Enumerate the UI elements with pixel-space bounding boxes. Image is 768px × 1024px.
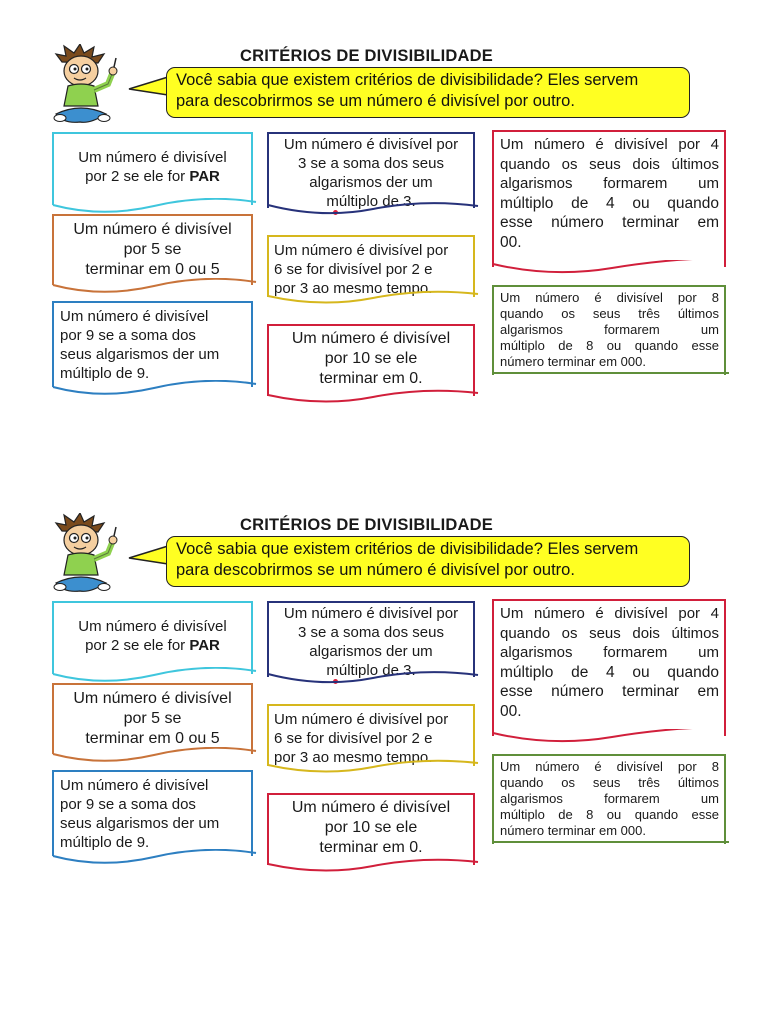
rule-card-2 (52, 132, 253, 205)
rule-line: por 3 ao mesmo tempo. (274, 280, 433, 297)
rule-line: múltiplo de 9. (60, 365, 150, 382)
rule-line: 00. (500, 702, 522, 720)
rule-card-5 (52, 214, 253, 285)
rule-line: Um número é divisível (73, 221, 232, 238)
intro-line: Você sabia que existem critérios de divisibilidade? Eles servem (176, 71, 639, 89)
worksheet (0, 469, 768, 939)
rule-card-6 (267, 235, 475, 297)
rule-line: terminar em 0 ou 5 (85, 261, 220, 278)
rule-line: algarismos formarem um (500, 322, 719, 337)
boy-thinking-icon (50, 44, 124, 128)
intro-line: para descobrirmos se um número é divisível por outro. (176, 561, 575, 579)
rule-line: Um número é divisível (291, 330, 451, 347)
rule-line: por 5 se (123, 710, 182, 727)
rule-card-4 (492, 599, 726, 736)
rule-line: Um número é divisível por 4 (500, 605, 719, 622)
par-bold-word: PAR (189, 168, 220, 185)
rule-line: seus algarismos der um (60, 815, 220, 832)
speech-bubble (166, 536, 690, 587)
rule-line: número terminar em 000. (500, 354, 646, 369)
rule-line: 00. (500, 233, 522, 251)
intro-line: Você sabia que existem critérios de divisibilidade? Eles servem (176, 540, 639, 558)
rule-line: 3 se a soma dos seus (298, 624, 444, 641)
rule-line: 3 se a soma dos seus (298, 155, 444, 172)
rule-line: número terminar em 000. (500, 823, 646, 838)
rule-line: Um número é divisível (60, 777, 209, 794)
speech-bubble (166, 67, 690, 118)
rule-line: quando os seus dois últimos (500, 624, 719, 642)
rule-line: Um número é divisível por (274, 242, 449, 259)
boy-thinking-icon (50, 513, 124, 597)
rule-card-9 (52, 770, 253, 856)
rule-line: algarismos formarem um (500, 791, 719, 806)
speech-bubble-tail (128, 76, 170, 96)
rule-line: por 3 ao mesmo tempo. (274, 749, 433, 766)
rule-card-5 (52, 683, 253, 754)
speech-bubble-tail (128, 545, 170, 565)
rule-line: Um número é divisível por (283, 136, 459, 153)
rule-card-10 (267, 793, 475, 865)
rule-line: terminar em 0. (319, 370, 423, 387)
rule-line: múltiplo de 4 ou quando (500, 194, 719, 212)
rule-line: por 9 se a soma dos (60, 796, 196, 813)
rule-line: por 10 se ele (324, 350, 418, 367)
rule-card-4 (492, 130, 726, 267)
rule-line: 6 se for divisível por 2 e (274, 730, 433, 747)
rule-line: Um número é divisível (73, 690, 232, 707)
rule-line: algarismos der um (309, 643, 433, 660)
rule-line: por 2 se ele for PAR (85, 637, 220, 654)
rule-line: Um número é divisível por (283, 605, 459, 622)
rule-line: Um número é divisível (60, 308, 209, 325)
rule-line: Um número é divisível por (274, 711, 449, 728)
rule-line: esse número terminar em (500, 214, 719, 231)
rule-line: por 5 se (123, 241, 182, 258)
rule-card-2 (52, 601, 253, 674)
rule-line: múltiplo de 3. (326, 662, 416, 679)
worksheet-title: CRITÉRIOS DE DIVISIBILIDADE (240, 47, 493, 65)
intro-line: para descobrirmos se um número é divisível por outro. (176, 92, 575, 110)
rule-line: por 9 se a soma dos (60, 327, 196, 344)
rule-line: múltiplo de 4 ou quando (500, 663, 719, 681)
worksheet (0, 0, 768, 470)
rule-card-8 (492, 285, 726, 375)
rule-line: por 2 se ele for PAR (85, 168, 220, 185)
rule-line: terminar em 0 ou 5 (85, 730, 220, 747)
rule-line: múltiplo de 8 ou quando esse (500, 338, 719, 353)
rule-line: quando os seus três últimos (500, 306, 719, 321)
rule-line: múltiplo de 9. (60, 834, 150, 851)
rule-line: algarismos formarem um (500, 175, 719, 192)
rule-line: algarismos der um (309, 174, 433, 191)
rule-line: Um número é divisível por 4 (500, 136, 719, 153)
par-bold-word: PAR (189, 637, 220, 654)
rule-line: 6 se for divisível por 2 e (274, 261, 433, 278)
rule-line: múltiplo de 3. (326, 193, 416, 210)
rule-card-3 (267, 132, 475, 208)
rule-line: Um número é divisível (291, 799, 451, 816)
rule-line: quando os seus dois últimos (500, 155, 719, 173)
rule-line: quando os seus três últimos (500, 775, 719, 790)
rule-line: múltiplo de 8 ou quando esse (500, 807, 719, 822)
rule-line: Um número é divisível por 8 (500, 759, 719, 774)
rule-line: seus algarismos der um (60, 346, 220, 363)
rule-line: esse número terminar em (500, 683, 719, 700)
rule-line: algarismos formarem um (500, 644, 719, 661)
rule-card-8 (492, 754, 726, 844)
rule-line: Um número é divisível (78, 149, 227, 166)
rule-line: Um número é divisível (78, 618, 227, 635)
rule-line: por 10 se ele (324, 819, 418, 836)
worksheet-title: CRITÉRIOS DE DIVISIBILIDADE (240, 516, 493, 534)
rule-card-3 (267, 601, 475, 677)
rule-line: terminar em 0. (319, 839, 423, 856)
rule-card-6 (267, 704, 475, 766)
rule-line: Um número é divisível por 8 (500, 290, 719, 305)
rule-card-10 (267, 324, 475, 396)
rule-card-9 (52, 301, 253, 387)
